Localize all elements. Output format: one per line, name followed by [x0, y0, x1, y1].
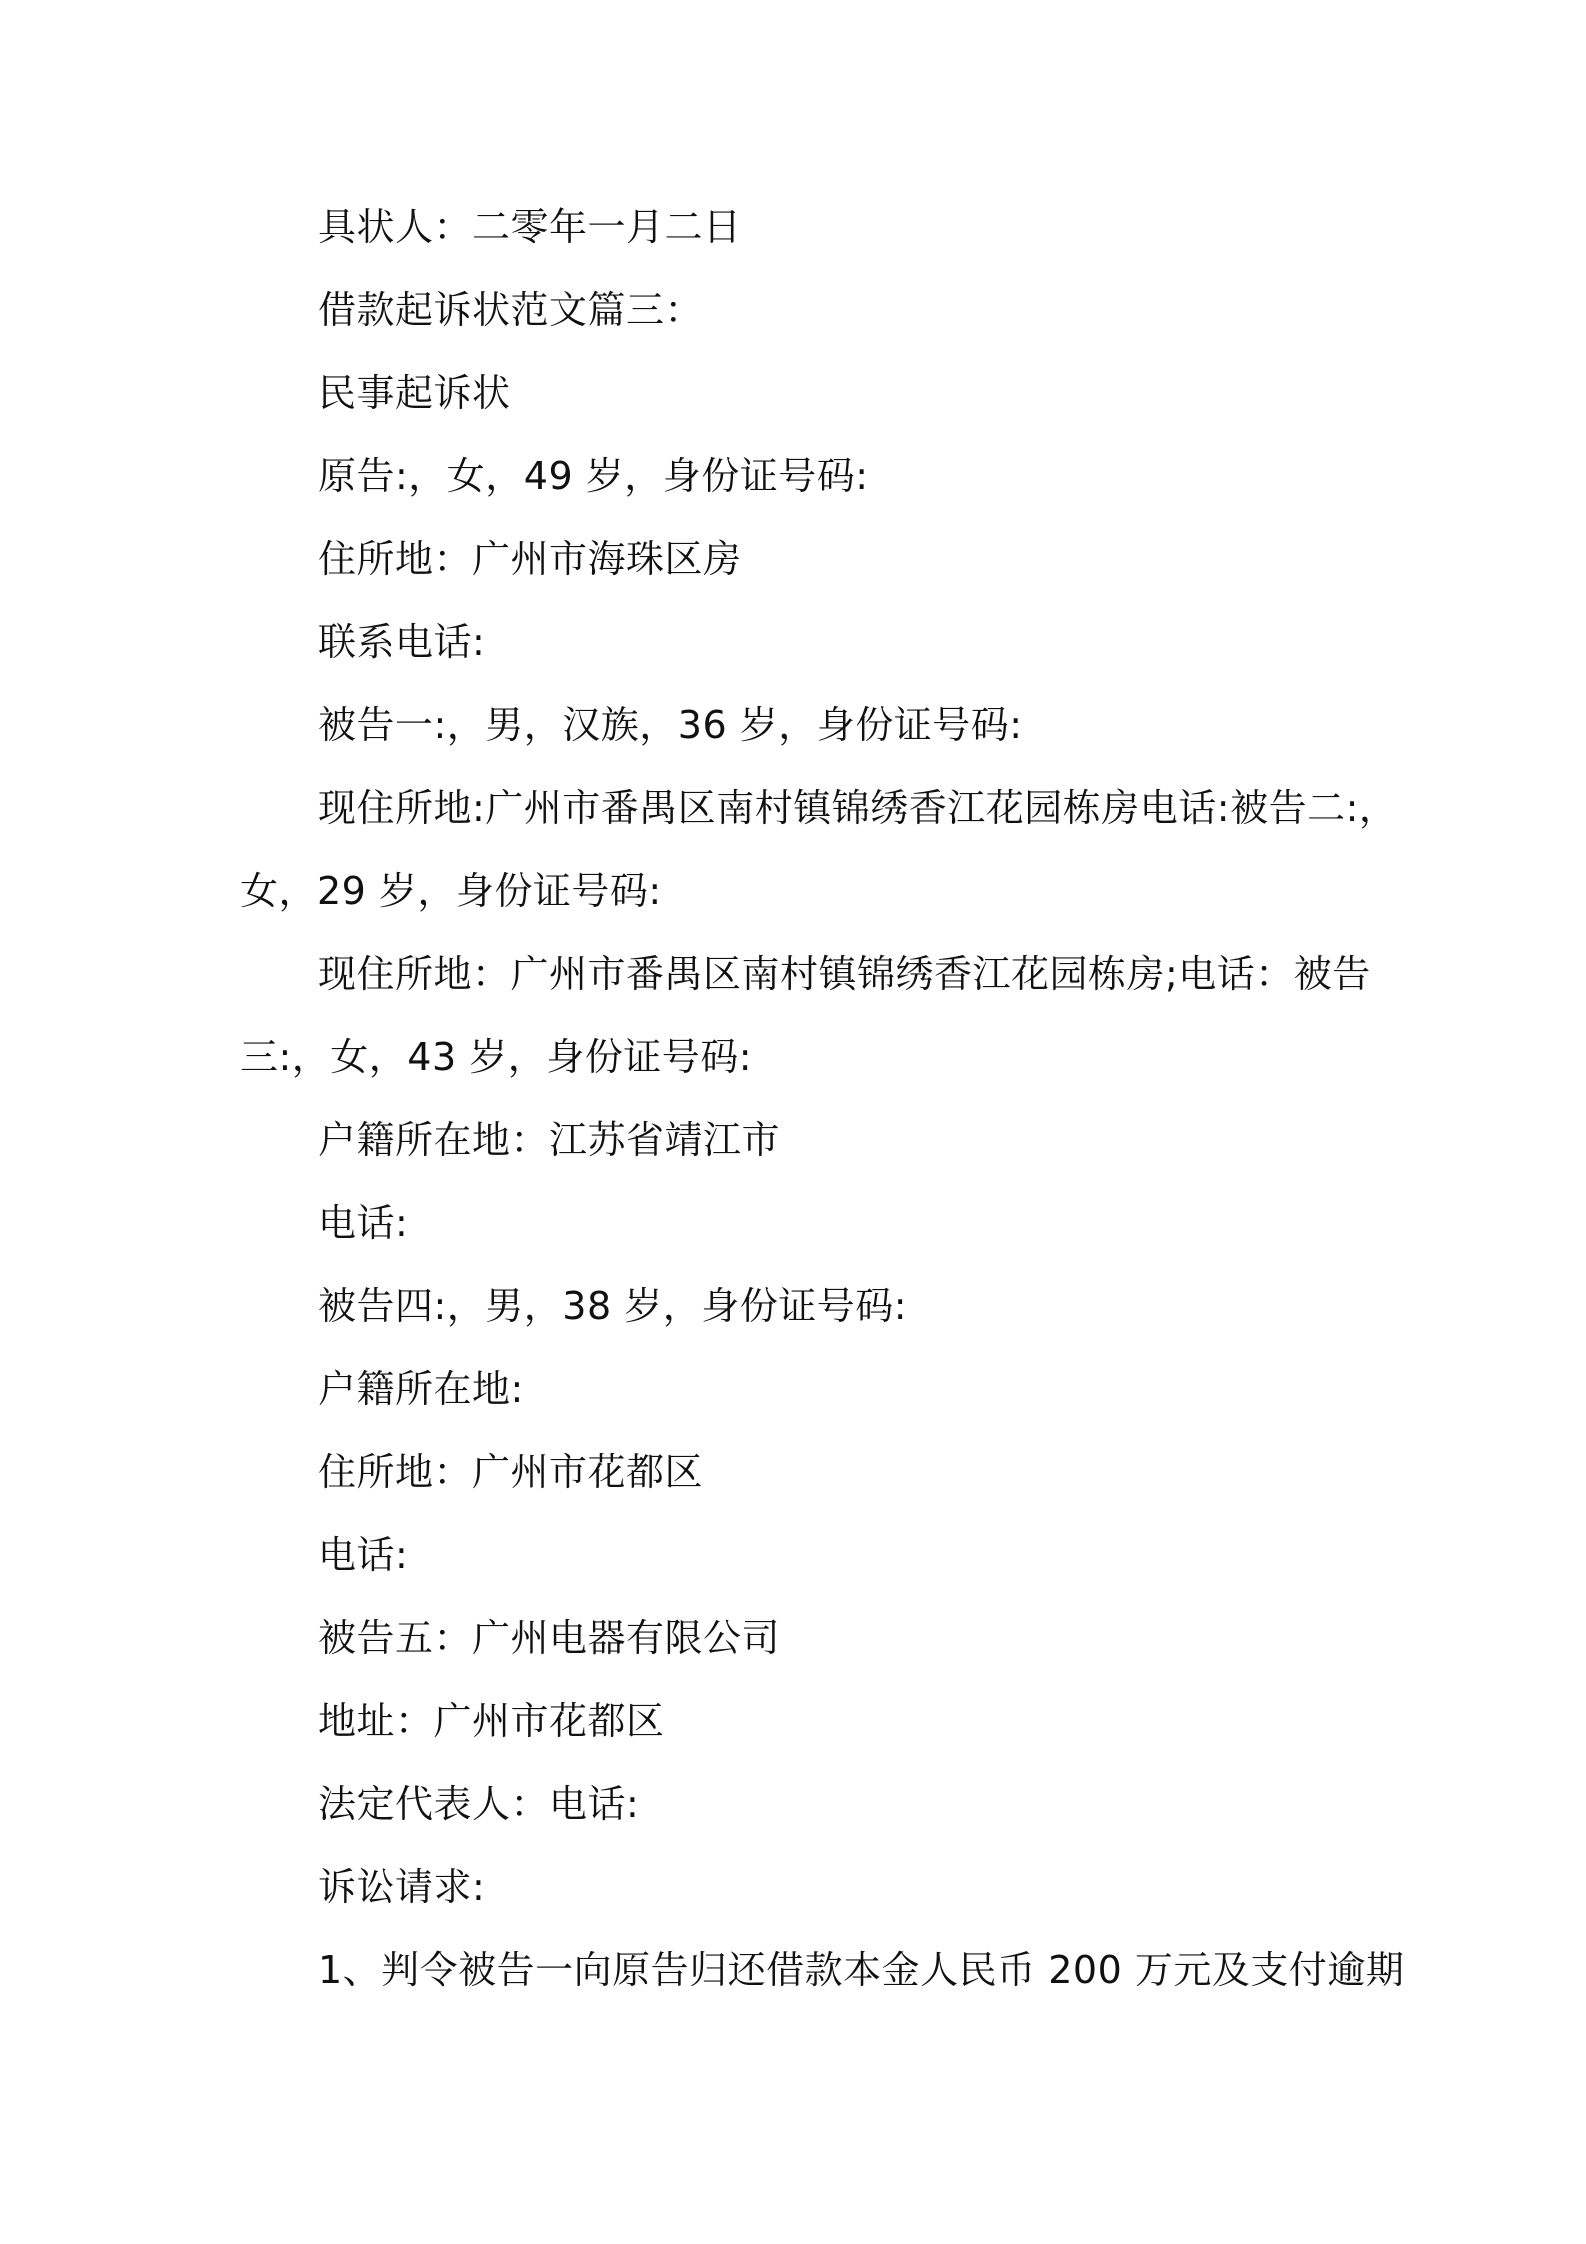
defendant-four-phone-line: 电话: — [318, 1533, 409, 1577]
plaintiff-address-line: 住所地：广州市海珠区房 — [318, 537, 742, 581]
plaintiff-line: 原告:，女，49 岁，身份证号码: — [318, 454, 869, 498]
defendant-four-address-line: 住所地：广州市花都区 — [318, 1450, 704, 1494]
plaintiff-phone-line: 联系电话: — [318, 620, 486, 664]
legal-representative-line: 法定代表人：电话: — [318, 1782, 640, 1826]
claims-heading: 诉讼请求: — [318, 1865, 486, 1909]
defendant-one-address-line: 现住所地:广州市番禺区南村镇锦绣香江花园栋房电话:被告二:， — [318, 786, 1398, 830]
defendant-four-registry-line: 户籍所在地: — [318, 1367, 524, 1411]
defendant-three-line: 三:，女，43 岁，身份证号码: — [240, 1035, 753, 1079]
document-title: 民事起诉状 — [318, 371, 511, 415]
defendant-five-address-line: 地址：广州市花都区 — [318, 1699, 665, 1743]
defendant-one-line: 被告一:，男，汉族，36 岁，身份证号码: — [318, 703, 1023, 747]
section-heading: 借款起诉状范文篇三： — [318, 288, 704, 332]
defendant-three-registry-line: 户籍所在地：江苏省靖江市 — [318, 1118, 781, 1162]
defendant-two-address-line: 现住所地：广州市番禺区南村镇锦绣香江花园栋房;电话：被告 — [318, 952, 1371, 996]
defendant-two-line: 女，29 岁，身份证号码: — [240, 869, 662, 913]
defendant-four-line: 被告四:，男，38 岁，身份证号码: — [318, 1284, 908, 1328]
defendant-three-phone-line: 电话: — [318, 1201, 409, 1245]
filer-date-line: 具状人：二零年一月二日 — [318, 205, 742, 249]
claim-item-1: 1、判令被告一向原告归还借款本金人民币 200 万元及支付逾期 — [318, 1948, 1405, 1992]
defendant-five-line: 被告五：广州电器有限公司 — [318, 1616, 781, 1660]
